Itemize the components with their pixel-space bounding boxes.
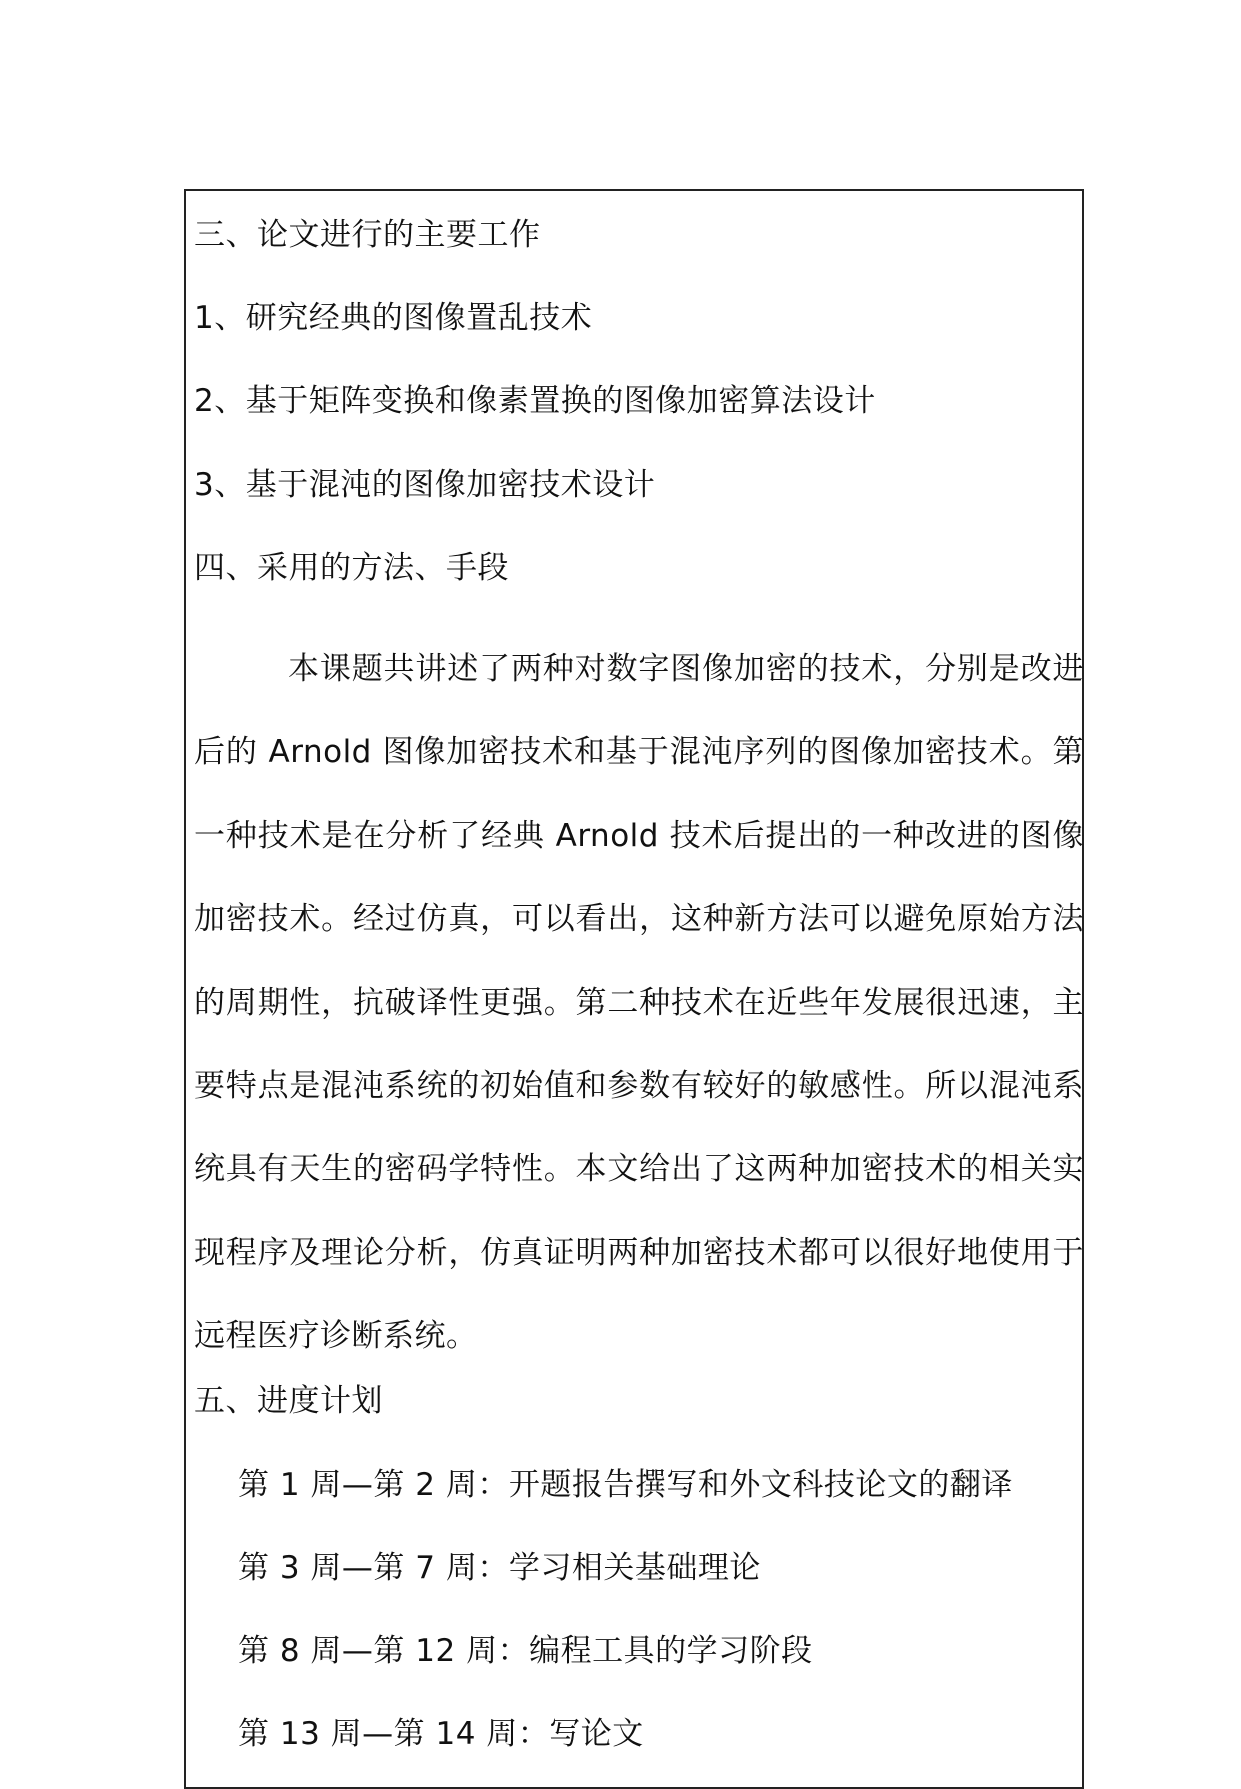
- section-5-heading: 五、进度计划: [194, 1383, 383, 1419]
- section-3-item-2: 2、基于矩阵变换和像素置换的图像加密算法设计: [194, 383, 876, 419]
- section-4-heading: 四、采用的方法、手段: [194, 550, 509, 586]
- section-3-item-1: 1、研究经典的图像置乱技术: [194, 300, 593, 336]
- schedule-item-2: 第 3 周—第 7 周：学习相关基础理论: [238, 1550, 761, 1586]
- schedule-item-4: 第 13 周—第 14 周：写论文: [238, 1716, 644, 1752]
- schedule-item-1: 第 1 周—第 2 周：开题报告撰写和外文科技论文的翻译: [238, 1467, 1013, 1503]
- section-4-paragraph: 本课题共讲述了两种对数字图像加密的技术，分别是改进后的 Arnold 图像加密技术和基于混沌序列的图像加密技术。第一种技术是在分析了经典 Arnold 技术后提出的一种改进的图像加密技术。经过仿真，可以看出，这种新方法可以避免原始方法的周期性，抗破译性更强。第二种技术在近些年发展很迅速，主要特点是混沌系统的初始值和参数有较好的敏感性。所以混沌系统具有天生的密码学特性。本文给出了这两种加密技术的相关实现程序及理论分析，仿真证明两种加密技术都可以很好地使用于远程医疗诊断系统。: [194, 651, 1084, 1355]
- section-3-heading: 三、论文进行的主要工作: [194, 217, 541, 253]
- section-3-item-3: 3、基于混沌的图像加密技术设计: [194, 467, 656, 503]
- schedule-item-3: 第 8 周—第 12 周：编程工具的学习阶段: [238, 1633, 813, 1669]
